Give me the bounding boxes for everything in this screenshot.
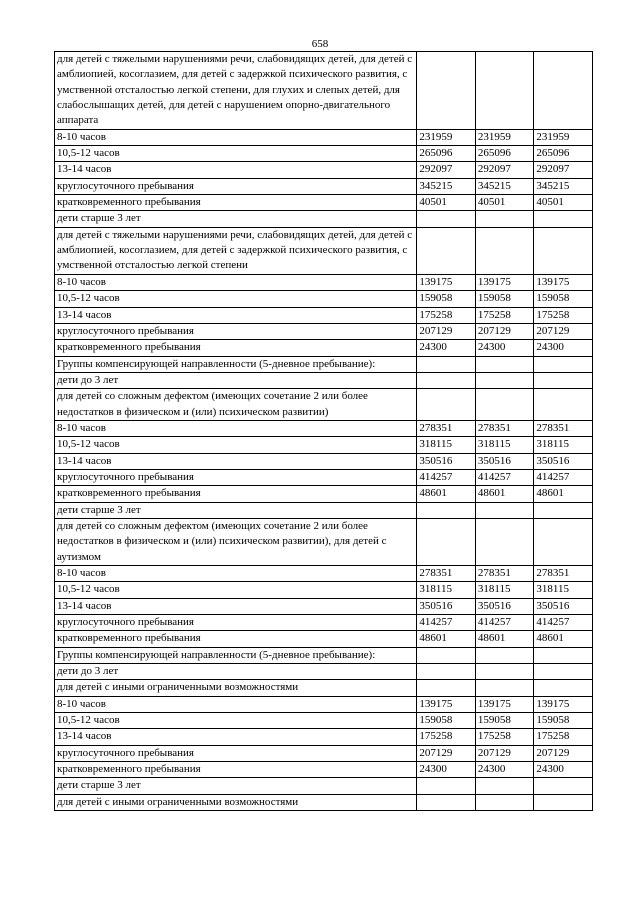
value-cell-1 [417, 647, 476, 663]
value-cell-3 [534, 211, 593, 227]
table-row [55, 211, 593, 227]
value-cell-3: 24300 [534, 762, 593, 778]
row-label-cell: для детей с иными ограниченными возможностями [55, 680, 417, 696]
row-label-cell: дети до 3 лет [55, 372, 417, 388]
value-cell-1: 278351 [417, 566, 476, 582]
value-cell-3: 175258 [534, 307, 593, 323]
table-row [55, 195, 593, 211]
row-label-cell: дети до 3 лет [55, 664, 417, 680]
row-label-cell: кратковременного пребывания [55, 195, 417, 211]
row-label-cell: дети старше 3 лет [55, 502, 417, 518]
value-cell-2: 175258 [475, 729, 534, 745]
value-cell-2: 414257 [475, 615, 534, 631]
value-cell-3 [534, 52, 593, 130]
row-label-cell: 10,5-12 часов [55, 713, 417, 729]
value-cell-3: 48601 [534, 631, 593, 647]
row-label-cell: 8-10 часов [55, 566, 417, 582]
table-row [55, 582, 593, 598]
row-label-cell: 10,5-12 часов [55, 146, 417, 162]
table-row [55, 307, 593, 323]
value-cell-3 [534, 647, 593, 663]
value-cell-2 [475, 52, 534, 130]
value-cell-1 [417, 502, 476, 518]
value-cell-1 [417, 372, 476, 388]
value-cell-3: 278351 [534, 420, 593, 436]
value-cell-1: 414257 [417, 469, 476, 485]
table-row [55, 762, 593, 778]
value-cell-1: 159058 [417, 713, 476, 729]
table-row [55, 566, 593, 582]
row-label-cell: для детей с тяжелыми нарушениями речи, слабовидящих детей, для детей с амблиопией, косоглазием, для детей с задержкой психического развития, с умственной отсталостью легкой степени, для глухих и слепых детей, для слабослышащих детей, для детей с нарушением опорно-двигательного аппарата [55, 52, 417, 130]
table-row [55, 274, 593, 290]
row-label-cell: для детей со сложным дефектом (имеющих сочетание 2 или более недостатков в физическом и (или) психическом развитии) [55, 389, 417, 421]
value-cell-2: 159058 [475, 291, 534, 307]
value-cell-1 [417, 356, 476, 372]
value-cell-3: 207129 [534, 745, 593, 761]
value-cell-1: 350516 [417, 598, 476, 614]
value-cell-2: 350516 [475, 598, 534, 614]
value-cell-2: 40501 [475, 195, 534, 211]
table-body [55, 52, 593, 811]
table-row [55, 486, 593, 502]
row-label-cell: для детей с иными ограниченными возможностями [55, 794, 417, 810]
value-cell-2 [475, 794, 534, 810]
value-cell-2: 159058 [475, 713, 534, 729]
table-row [55, 227, 593, 274]
table-row [55, 469, 593, 485]
row-label-cell: 8-10 часов [55, 696, 417, 712]
value-cell-1: 278351 [417, 420, 476, 436]
value-cell-2: 24300 [475, 340, 534, 356]
value-cell-3 [534, 372, 593, 388]
table-row [55, 680, 593, 696]
table-row [55, 647, 593, 663]
value-cell-2: 278351 [475, 566, 534, 582]
table-row [55, 129, 593, 145]
table-row [55, 356, 593, 372]
table-row [55, 453, 593, 469]
value-cell-1: 318115 [417, 437, 476, 453]
value-cell-3: 40501 [534, 195, 593, 211]
table-row [55, 372, 593, 388]
value-cell-3 [534, 502, 593, 518]
value-cell-2: 139175 [475, 696, 534, 712]
value-cell-3 [534, 389, 593, 421]
table-row [55, 502, 593, 518]
row-label-cell: 10,5-12 часов [55, 291, 417, 307]
row-label-cell: круглосуточного пребывания [55, 745, 417, 761]
value-cell-2: 278351 [475, 420, 534, 436]
value-cell-2 [475, 647, 534, 663]
value-cell-3 [534, 518, 593, 565]
row-label-cell: Группы компенсирующей направленности (5-дневное пребывание): [55, 647, 417, 663]
row-label-cell: кратковременного пребывания [55, 340, 417, 356]
value-cell-2: 265096 [475, 146, 534, 162]
value-cell-3: 24300 [534, 340, 593, 356]
value-cell-2: 48601 [475, 486, 534, 502]
value-cell-2: 207129 [475, 323, 534, 339]
value-cell-2: 48601 [475, 631, 534, 647]
value-cell-3: 414257 [534, 469, 593, 485]
value-cell-2: 175258 [475, 307, 534, 323]
page-number: 658 [311, 38, 329, 50]
row-label-cell: круглосуточного пребывания [55, 469, 417, 485]
value-cell-1: 159058 [417, 291, 476, 307]
value-cell-2 [475, 502, 534, 518]
value-cell-2 [475, 389, 534, 421]
value-cell-1 [417, 518, 476, 565]
value-cell-1: 292097 [417, 162, 476, 178]
value-cell-2 [475, 680, 534, 696]
table-row [55, 420, 593, 436]
value-cell-3: 139175 [534, 696, 593, 712]
value-cell-1 [417, 680, 476, 696]
table-row [55, 631, 593, 647]
row-label-cell: 8-10 часов [55, 129, 417, 145]
value-cell-3: 350516 [534, 453, 593, 469]
value-cell-3 [534, 664, 593, 680]
value-cell-3: 48601 [534, 486, 593, 502]
value-cell-3: 350516 [534, 598, 593, 614]
table-row [55, 178, 593, 194]
value-cell-1: 175258 [417, 307, 476, 323]
table-row [55, 696, 593, 712]
value-cell-1: 265096 [417, 146, 476, 162]
value-cell-1: 24300 [417, 340, 476, 356]
value-cell-2 [475, 518, 534, 565]
table-row [55, 664, 593, 680]
value-cell-3: 278351 [534, 566, 593, 582]
value-cell-3 [534, 794, 593, 810]
value-cell-3: 318115 [534, 437, 593, 453]
value-cell-2: 350516 [475, 453, 534, 469]
value-cell-1: 231959 [417, 129, 476, 145]
value-cell-1 [417, 389, 476, 421]
value-cell-2: 292097 [475, 162, 534, 178]
value-cell-2 [475, 356, 534, 372]
row-label-cell: кратковременного пребывания [55, 631, 417, 647]
table-row [55, 52, 593, 130]
value-cell-3: 318115 [534, 582, 593, 598]
value-cell-1: 414257 [417, 615, 476, 631]
row-label-cell: 13-14 часов [55, 453, 417, 469]
value-cell-3: 159058 [534, 713, 593, 729]
value-cell-1: 175258 [417, 729, 476, 745]
value-cell-3 [534, 680, 593, 696]
value-cell-3: 292097 [534, 162, 593, 178]
row-label-cell: Группы компенсирующей направленности (5-дневное пребывание): [55, 356, 417, 372]
row-label-cell: 10,5-12 часов [55, 582, 417, 598]
value-cell-3: 139175 [534, 274, 593, 290]
value-cell-2: 414257 [475, 469, 534, 485]
value-cell-3 [534, 356, 593, 372]
value-cell-3: 231959 [534, 129, 593, 145]
table-row [55, 437, 593, 453]
row-label-cell: кратковременного пребывания [55, 486, 417, 502]
row-label-cell: круглосуточного пребывания [55, 323, 417, 339]
value-cell-2: 318115 [475, 437, 534, 453]
row-label-cell: 8-10 часов [55, 420, 417, 436]
value-cell-1: 139175 [417, 274, 476, 290]
row-label-cell: кратковременного пребывания [55, 762, 417, 778]
row-label-cell: для детей с тяжелыми нарушениями речи, слабовидящих детей, для детей с амблиопией, косоглазием, для детей с задержкой психического развития, с умственной отсталостью легкой степени [55, 227, 417, 274]
table-row [55, 615, 593, 631]
value-cell-2: 207129 [475, 745, 534, 761]
value-cell-1 [417, 794, 476, 810]
table-row [55, 598, 593, 614]
value-cell-1 [417, 227, 476, 274]
value-cell-2 [475, 664, 534, 680]
value-cell-1: 207129 [417, 323, 476, 339]
table-row [55, 729, 593, 745]
row-label-cell: 13-14 часов [55, 729, 417, 745]
value-cell-1: 207129 [417, 745, 476, 761]
value-cell-3: 414257 [534, 615, 593, 631]
value-cell-2: 318115 [475, 582, 534, 598]
value-cell-1: 24300 [417, 762, 476, 778]
value-cell-1: 48601 [417, 486, 476, 502]
table-row [55, 389, 593, 421]
tariff-table [54, 51, 593, 811]
value-cell-2 [475, 227, 534, 274]
value-cell-3: 345215 [534, 178, 593, 194]
row-label-cell: круглосуточного пребывания [55, 178, 417, 194]
value-cell-2: 139175 [475, 274, 534, 290]
value-cell-3: 265096 [534, 146, 593, 162]
value-cell-2 [475, 211, 534, 227]
value-cell-1: 345215 [417, 178, 476, 194]
value-cell-2: 231959 [475, 129, 534, 145]
row-label-cell: дети старше 3 лет [55, 211, 417, 227]
value-cell-1 [417, 52, 476, 130]
value-cell-1: 139175 [417, 696, 476, 712]
table-row [55, 323, 593, 339]
value-cell-3 [534, 227, 593, 274]
row-label-cell: круглосуточного пребывания [55, 615, 417, 631]
row-label-cell: 13-14 часов [55, 598, 417, 614]
value-cell-1: 350516 [417, 453, 476, 469]
value-cell-3: 207129 [534, 323, 593, 339]
table-row [55, 745, 593, 761]
row-label-cell: 13-14 часов [55, 162, 417, 178]
value-cell-1 [417, 664, 476, 680]
value-cell-2 [475, 778, 534, 794]
table-row [55, 291, 593, 307]
table-row [55, 146, 593, 162]
row-label-cell: для детей со сложным дефектом (имеющих сочетание 2 или более недостатков в физическом и (или) психическом развитии), для детей с аутизмом [55, 518, 417, 565]
value-cell-3: 159058 [534, 291, 593, 307]
value-cell-2: 345215 [475, 178, 534, 194]
value-cell-1: 40501 [417, 195, 476, 211]
value-cell-2: 24300 [475, 762, 534, 778]
row-label-cell: 10,5-12 часов [55, 437, 417, 453]
table-row [55, 778, 593, 794]
table-row [55, 162, 593, 178]
value-cell-3 [534, 778, 593, 794]
table-row [55, 713, 593, 729]
value-cell-1 [417, 211, 476, 227]
table-row [55, 518, 593, 565]
row-label-cell: 13-14 часов [55, 307, 417, 323]
table-row [55, 794, 593, 810]
table-row [55, 340, 593, 356]
value-cell-2 [475, 372, 534, 388]
row-label-cell: дети старше 3 лет [55, 778, 417, 794]
value-cell-1: 48601 [417, 631, 476, 647]
value-cell-1: 318115 [417, 582, 476, 598]
value-cell-3: 175258 [534, 729, 593, 745]
row-label-cell: 8-10 часов [55, 274, 417, 290]
value-cell-1 [417, 778, 476, 794]
